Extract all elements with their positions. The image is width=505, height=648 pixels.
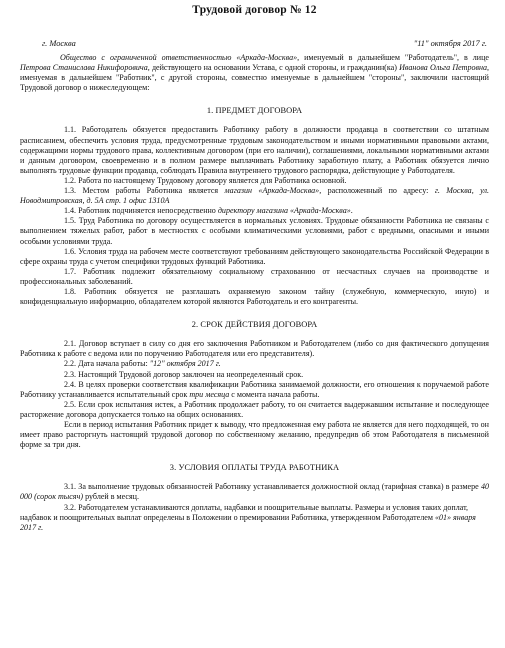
place-date-line <box>20 39 489 53</box>
city: г. Москва <box>42 39 76 48</box>
employee-name: Иванова Ольга Петровна <box>399 63 487 73</box>
contract-date: "11" октября 2017 г. <box>413 39 487 48</box>
clause-1-6: 1.6. Условия труда на рабочем месте соответствуют требованиям действующего законодательства Российской Федерации в сфере охраны труда с учетом специфики трудовых функций Работника. <box>20 246 489 266</box>
clause-3-2: 3.2. Работодателем устанавливаются доплаты, надбавки и поощрительные выплаты. Размеры и условия таких доплат, надбавок и поощрительных выплат определены в Положении о премировании Работника, утвержденном Работодателем «01» января 2017 г. <box>20 502 476 532</box>
section-heading-2: 2. СРОК ДЕЙСТВИЯ ДОГОВОРА <box>191 320 318 330</box>
clause-1-8: 1.8. Работник обязуется не разглашать охраняемую законом тайну (служебную, коммерческую, иную) и конфиденциальную информацию, обладателем которой являются Работодатель и его контрагенты. <box>20 286 489 307</box>
preamble: Общество с ограниченной ответственностью «Аркада-Москва», именуемый в дальнейшем "Работодатель", в лице Петрова Станислава Никифоровича, действующего на основании Устава, с одной стороны, и гражданин(ка) Иванова Ольга Петровна, именуемая в дальнейшем "Работник", с другой стороны, совместно именуемые в дальнейшем "стороны", заключили настоящий Трудовой договор о нижеследующем: <box>20 53 490 93</box>
clause-2-4: 2.4. В целях проверки соответствия квалификации Работника занимаемой должности, его отношения к поручаемой работе Работнику устанавливается испытательный срок три месяца с момента начала работы. <box>20 379 489 399</box>
clause-2-5: 2.5. Если срок испытания истек, а Работник продолжает работу, то он считается выдержавшим испытание и последующее расторжение договора допускается только на общих основаниях. <box>20 399 489 419</box>
clause-1-4: 1.4. Работник подчиняется непосредственно директору магазина «Аркада-Москва». <box>64 206 353 216</box>
clause-3-1: 3.1. За выполнение трудовых обязанностей Работнику устанавливается должностной оклад (тарифная ставка) в размере 40 000 (сорок тысяч) рублей в месяц. <box>20 482 489 502</box>
clause-1-2: 1.2. Работа по настоящему Трудовому договору является для Работника основной. <box>64 175 347 185</box>
clause-1-3: 1.3. Местом работы Работника является магазин «Аркада-Москва», расположенный по адресу: г. Москва, ул. Новодмитровская, д. 5А стр. 1 офис 1310А <box>20 186 489 206</box>
document-title: Трудовой договор № 12 <box>192 4 317 16</box>
company-name: Общество с ограниченной ответственностью «Аркада-Москва» <box>60 53 298 62</box>
director-name: Петрова Станислава Никифоровича <box>20 63 148 73</box>
clause-1-5: 1.5. Труд Работника по договору осуществляется в нормальных условиях. Трудовые обязанности Работника не связаны с выполнением тяжелых работ, работ в местностях с особыми климатическими условиями, работ с вредными, опасными и иными особыми условиями труда. <box>20 216 489 246</box>
clause-2-2: 2.2. Дата начала работы: "12" октября 2017 г. <box>64 359 221 369</box>
clause-1-7: 1.7. Работник подлежит обязательному социальному страхованию от несчастных случаев на производстве и профессиональных заболеваний. <box>20 266 489 286</box>
clause-2-3: 2.3. Настоящий Трудовой договор заключен на неопределенный срок. <box>64 369 304 379</box>
clause-2-1: 2.1. Договор вступает в силу со дня его заключения Работником и Работодателем (либо со дня фактического допущения Работника к работе с ведома или по поручению Работодателя или его представителя). <box>20 339 489 359</box>
section-heading-3: 3. УСЛОВИЯ ОПЛАТЫ ТРУДА РАБОТНИКА <box>169 463 340 473</box>
clause-1-1: 1.1. Работодатель обязуется предоставить Работнику работу в должности продавца в соответствии со штатным расписанием, обеспечить условия труда, предусмотренные трудовым законодательством и иными нормативными правовыми актами, содержащими нормы трудового права, коллективным договором (при его наличии), соглашениями, локальными нормативными актами и данным договором, своевременно и в полном размере выплачивать Работнику заработную плату, а Работник обязуется лично выполнять трудовые функции продавца, соблюдать Правила внутреннего трудового распорядка, действующие у Работодателя. <box>20 125 489 175</box>
section-heading-1: 1. ПРЕДМЕТ ДОГОВОРА <box>206 106 303 116</box>
clause-2-6: Если в период испытания Работник придет к выводу, что предложенная ему работа не является для него подходящей, то он имеет право расторгнуть настоящий трудовой договор по собственному желанию, предупредив об этом Работодателя в письменной форме за три дня. <box>20 420 489 450</box>
